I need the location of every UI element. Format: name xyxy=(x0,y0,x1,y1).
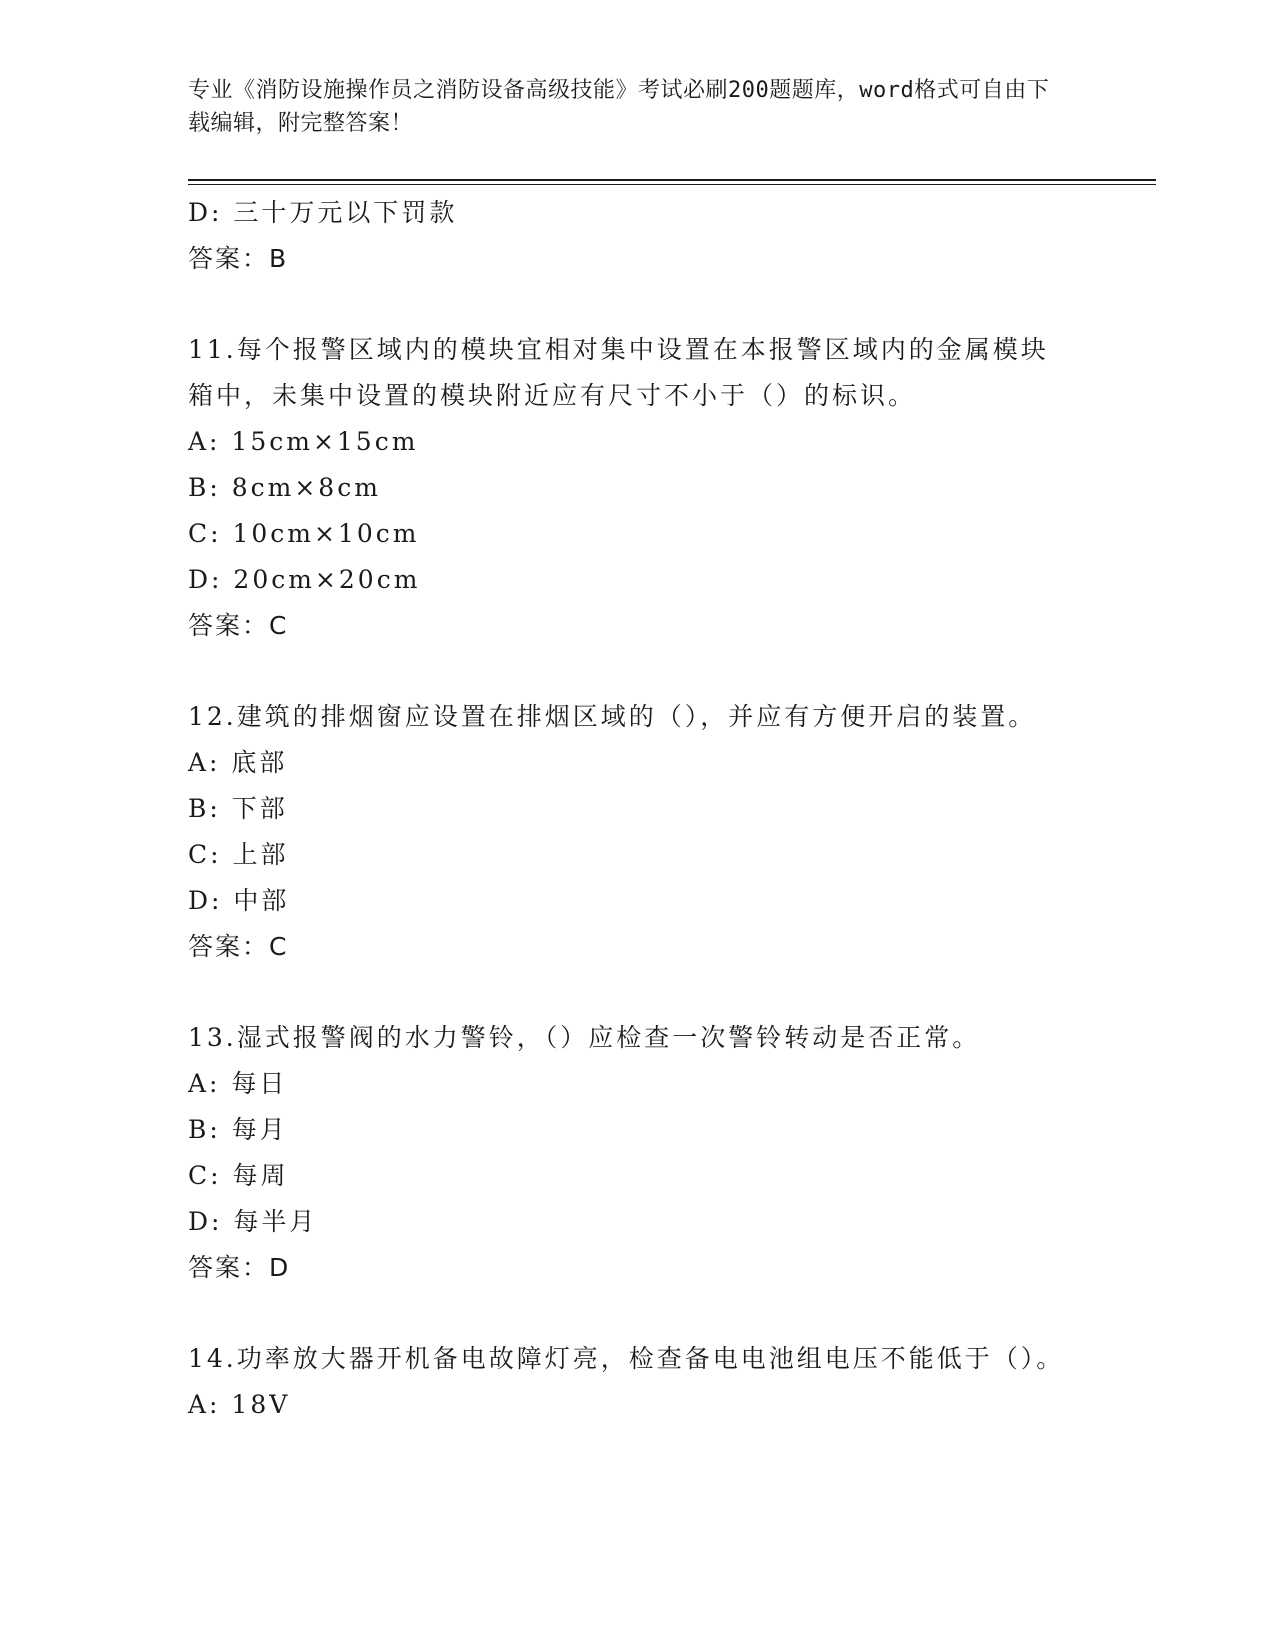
question-12 xyxy=(188,694,1088,970)
option-c: C: 10cm×10cm xyxy=(188,519,420,548)
question-text: 12.建筑的排烟窗应设置在排烟区域的（），并应有方便开启的装置。 xyxy=(188,702,1037,731)
option-a: A: 底部 xyxy=(188,748,288,777)
question-11 xyxy=(188,327,1088,649)
question-text: 13.湿式报警阀的水力警铃，（）应检查一次警铃转动是否正常。 xyxy=(188,1023,981,1052)
option-d: D: 20cm×20cm xyxy=(188,565,421,594)
option-b: B: 8cm×8cm xyxy=(188,473,381,502)
option-b: B: 每月 xyxy=(188,1115,288,1144)
question-13 xyxy=(188,1015,1088,1291)
header-rule-thin xyxy=(188,184,1156,185)
header-rule-thick xyxy=(188,179,1156,181)
option-a: A: 18V xyxy=(188,1390,291,1419)
answer-line: 答案：B xyxy=(188,244,289,273)
answer-line: 答案：C xyxy=(188,611,289,640)
option-d: D: 三十万元以下罚款 xyxy=(188,198,458,227)
option-b: B: 下部 xyxy=(188,794,288,823)
option-d: D: 每半月 xyxy=(188,1207,318,1236)
option-c: C: 上部 xyxy=(188,840,289,869)
option-a: A: 每日 xyxy=(188,1069,288,1098)
question-list xyxy=(188,190,1088,1428)
option-c: C: 每周 xyxy=(188,1161,289,1190)
question-text: 14.功率放大器开机备电故障灯亮，检查备电电池组电压不能低于（）。 xyxy=(188,1344,1065,1373)
answer-line: 答案：D xyxy=(188,1253,291,1282)
answer-line: 答案：C xyxy=(188,932,289,961)
document-header: 专业《消防设施操作员之消防设备高级技能》考试必刷200题题库，word格式可自由下载编辑，附完整答案！ xyxy=(188,78,1050,136)
option-d: D: 中部 xyxy=(188,886,290,915)
question-14 xyxy=(188,1336,1088,1428)
question-text: 11.每个报警区域内的模块宜相对集中设置在本报警区域内的金属模块箱中，未集中设置的模块附近应有尺寸不小于（）的标识。 xyxy=(188,335,1049,410)
option-a: A: 15cm×15cm xyxy=(188,427,419,456)
